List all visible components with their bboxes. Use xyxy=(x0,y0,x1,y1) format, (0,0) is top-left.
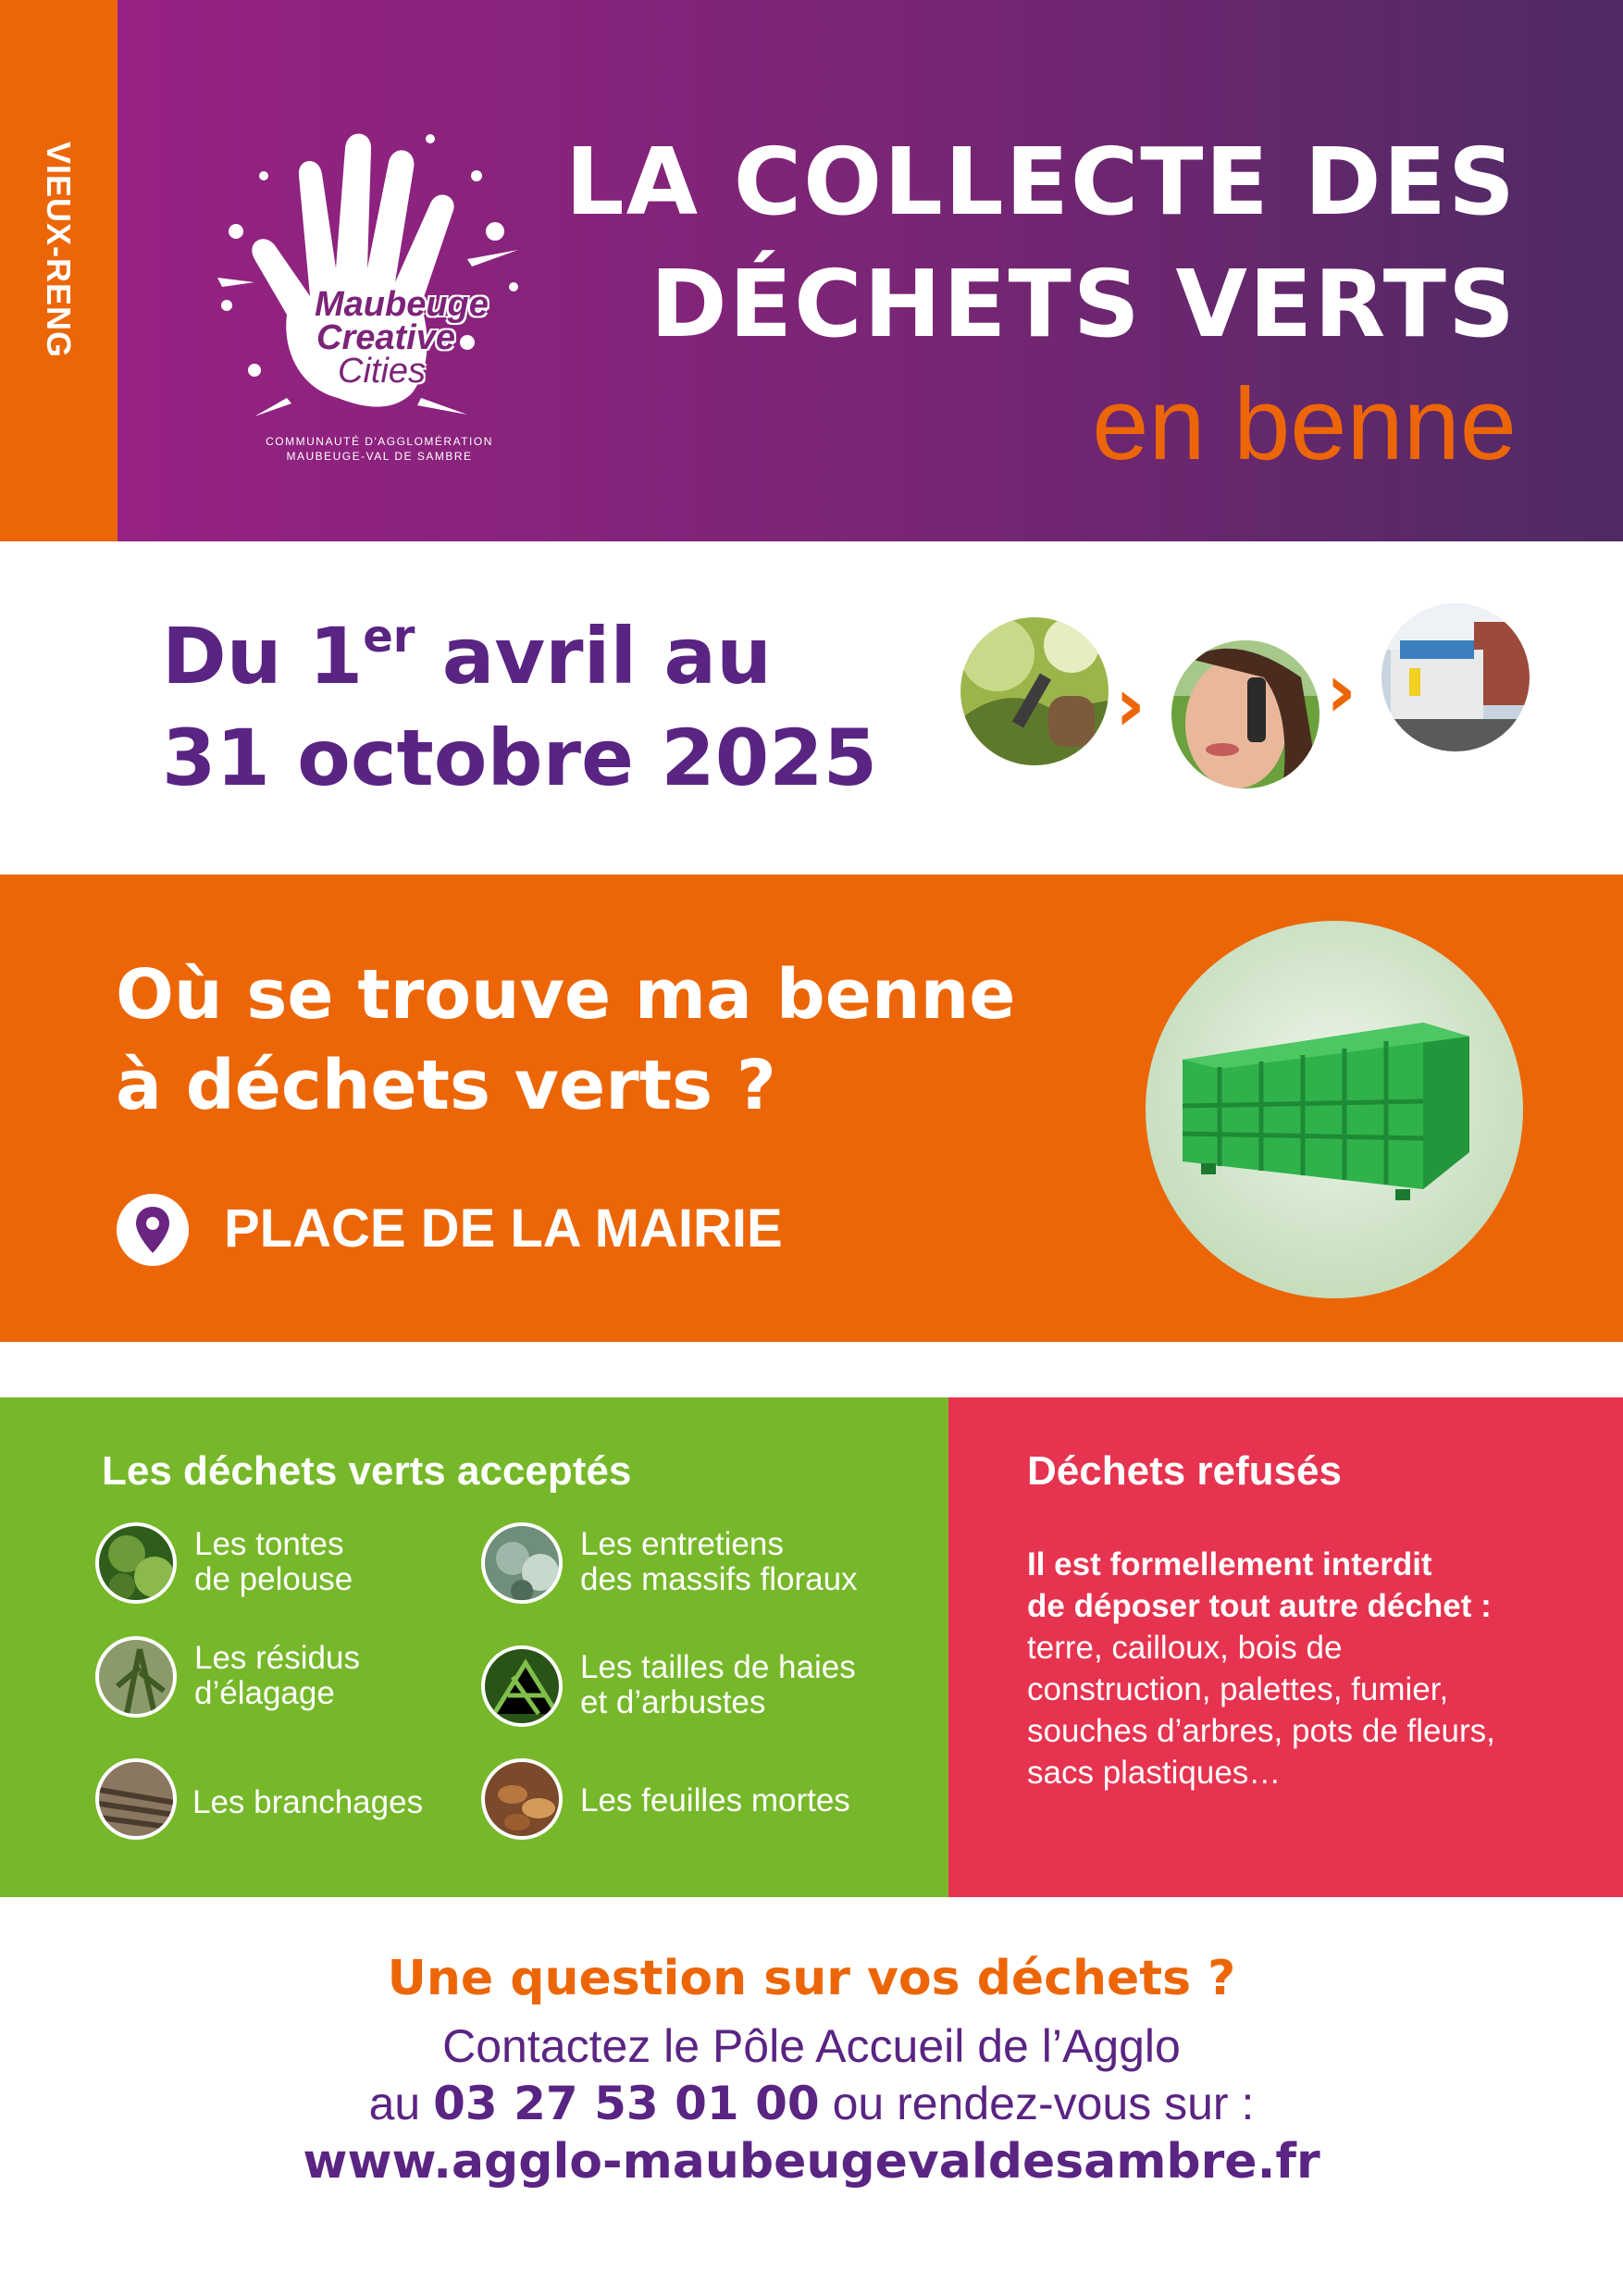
logo-caption-line2: MAUBEUGE-VAL DE SAMBRE xyxy=(286,450,473,463)
phone-call-photo-icon xyxy=(1171,640,1319,788)
item-line2: des massifs floraux xyxy=(580,1561,858,1597)
chevron-right-icon: › xyxy=(1115,662,1146,748)
green-dumpster-icon xyxy=(1146,921,1523,1298)
refused-warning-line1: Il est formellement interdit xyxy=(1027,1546,1432,1582)
refused-list xyxy=(1027,1627,1495,1793)
refused-title: Déchets refusés xyxy=(1027,1448,1342,1494)
footer-phone-suffix: ou rendez-vous sur : xyxy=(819,2078,1255,2129)
refused-line: terre, cailloux, bois de xyxy=(1027,1630,1343,1666)
date-range-line2: 31 octobre 2025 xyxy=(162,713,878,803)
item-line1: Les tontes xyxy=(194,1526,344,1562)
item-line1: Les tailles de haies xyxy=(580,1649,856,1685)
pruning-residue-icon xyxy=(95,1636,177,1718)
footer-phone-line xyxy=(0,2077,1623,2130)
item-line1: Les résidus xyxy=(194,1640,360,1676)
item-line2: de pelouse xyxy=(194,1561,353,1597)
map-pin-icon xyxy=(117,1194,189,1266)
location-place: PLACE DE LA MAIRIE xyxy=(224,1198,783,1259)
website-link[interactable]: www.agglo-maubeugevaldesambre.fr xyxy=(303,2134,1320,2190)
logo-word-creative: Creative xyxy=(316,318,455,357)
item-line1: Les entretiens xyxy=(580,1526,784,1562)
footer-phone-prefix: au xyxy=(368,2078,434,2129)
item-line2: et d’arbustes xyxy=(580,1684,766,1720)
accepted-item xyxy=(580,1650,856,1720)
refused-warning xyxy=(1027,1544,1492,1627)
location-question-line2: à déchets verts ? xyxy=(116,1046,776,1125)
collection-truck-photo-icon xyxy=(1381,603,1530,751)
accepted-item xyxy=(192,1785,423,1820)
date-range-line1 xyxy=(162,611,772,701)
side-tab xyxy=(0,0,118,541)
refused-warning-line2: de déposer tout autre déchet : xyxy=(1027,1588,1492,1624)
page-title-line2: DÉCHETS VERTS xyxy=(650,250,1517,358)
accepted-item xyxy=(194,1527,353,1597)
location-question-line1: Où se trouve ma benne xyxy=(116,955,1016,1035)
accepted-item xyxy=(580,1783,850,1818)
page-title-line1: LA COLLECTE DES xyxy=(564,128,1517,236)
accepted-item xyxy=(580,1527,858,1597)
chevron-right-icon: › xyxy=(1326,648,1357,734)
footer-question: Une question sur vos déchets ? xyxy=(387,1951,1236,2006)
date-start-month: avril au xyxy=(415,611,772,701)
grass-clippings-icon xyxy=(95,1522,177,1604)
refused-line: construction, palettes, fumier, xyxy=(1027,1671,1449,1707)
hedge-trimmings-icon xyxy=(481,1645,563,1727)
phone-number-link[interactable]: 03 27 53 01 00 xyxy=(433,2077,820,2130)
item-line1: Les branchages xyxy=(192,1784,424,1820)
logo xyxy=(199,120,541,472)
logo-word-maubeuge: Maubeuge xyxy=(315,285,489,324)
flower-bed-icon xyxy=(481,1522,563,1604)
date-ordinal: er xyxy=(363,611,415,663)
item-line1: Les feuilles mortes xyxy=(580,1782,850,1818)
logo-caption-line1: COMMUNAUTÉ D'AGGLOMÉRATION xyxy=(266,435,493,448)
gardening-photo-icon xyxy=(960,617,1109,765)
date-start-text: Du 1 xyxy=(162,611,364,701)
refused-line: souches d’arbres, pots de fleurs, xyxy=(1027,1713,1495,1749)
accepted-title: Les déchets verts acceptés xyxy=(102,1448,632,1494)
town-name: VIEUX-RENG xyxy=(40,141,78,359)
footer-contact-line: Contactez le Pôle Accueil de l’Agglo xyxy=(442,2020,1181,2072)
dead-leaves-icon xyxy=(481,1758,563,1840)
page-subtitle: en benne xyxy=(1092,367,1517,481)
branches-icon xyxy=(95,1758,177,1840)
refused-line: sacs plastiques… xyxy=(1027,1755,1282,1791)
item-line2: d’élagage xyxy=(194,1675,335,1711)
accepted-item xyxy=(194,1641,360,1711)
logo-word-cities: Cities xyxy=(338,352,427,391)
